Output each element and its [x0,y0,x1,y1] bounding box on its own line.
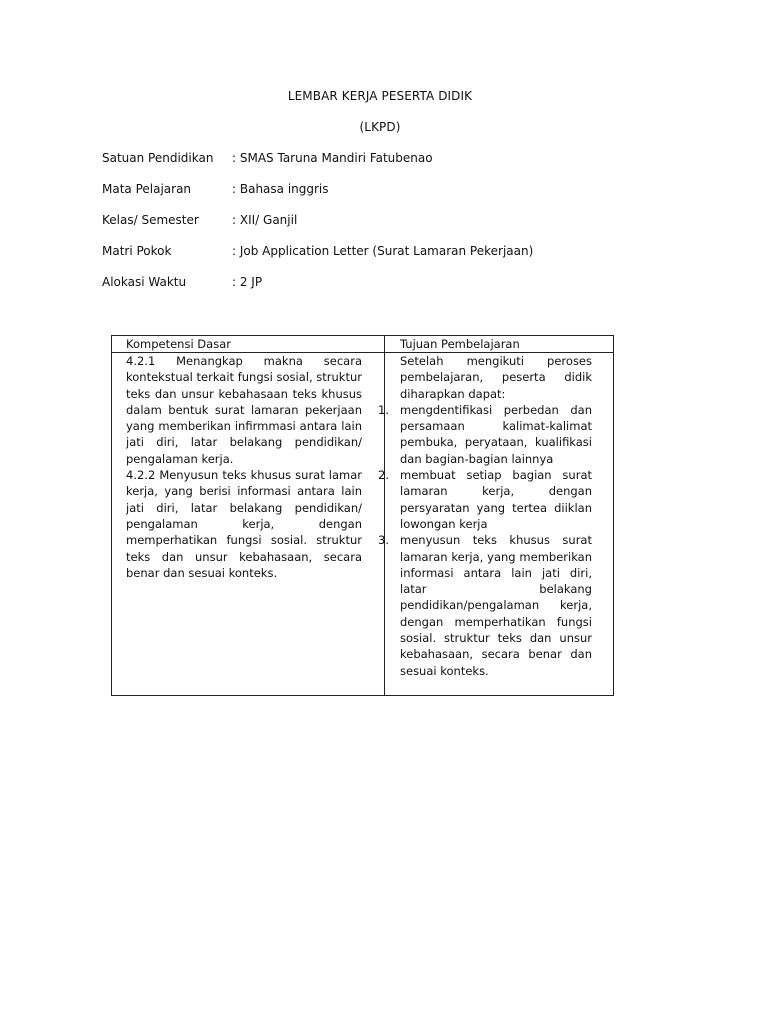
tujuan-text: menyusun teks khusus surat lamaran kerja, yang memberikan informasi antara lain jati diri, latar belakang pendidikan/pengalaman kerja, dengan memperhatikan fungsi sosial. struktur teks dan unsur kebahasaan, secara benar dan sesuai konteks. [400,533,592,678]
competency-table [111,335,614,696]
identity-section [102,150,662,305]
meta-row-mata-pelajaran [102,181,662,212]
meta-row-satuan-pendidikan [102,150,662,181]
tujuan-text: mengdentifikasi perbedan dan persamaan kalimat-kalimat pembuka, peryataan, kualifikasi dan bagian-bagian lainnya [400,402,592,466]
tujuan-item [378,467,592,532]
tujuan-item [378,402,592,467]
tujuan-list [378,402,592,679]
meta-row-alokasi-waktu [102,274,662,305]
table-column-divider [384,336,385,695]
header-kompetensi-dasar: Kompetensi Dasar [126,337,231,351]
header-tujuan-pembelajaran: Tujuan Pembelajaran [400,337,520,351]
tujuan-intro: Setelah mengikuti peroses pembelajaran, peserta didik diharapkan dapat: [400,354,592,401]
kompetensi-item: 4.2.2 Menyusun teks khusus surat lamar kerja, yang berisi informasi antara lain jati diri, latar belakang pendidikan/ pengalaman kerja, dengan memperhatikan fungsi sosial. struktur teks dan unsur kebahasaan, secara benar dan sesuai konteks. [126,468,362,580]
meta-value: : Bahasa inggris [232,182,329,196]
meta-label: Mata Pelajaran [102,182,192,196]
meta-label: Alokasi Waktu [102,275,187,289]
meta-label: Matri Pokok [102,244,172,258]
meta-value: : SMAS Taruna Mandiri Fatubenao [232,151,433,165]
meta-value: : Job Application Letter (Surat Lamaran Pekerjaan) [232,244,534,258]
meta-label: Satuan Pendidikan [102,151,214,165]
document-subtitle: (LKPD) [359,120,401,134]
tujuan-number: 2. [378,468,389,483]
kompetensi-item: 4.2.1 Menangkap makna secara kontekstual terkait fungsi sosial, struktur teks dan unsur kebahasaan teks khusus dalam bentuk surat lamaran pekerjaan yang memberikan infirmmasi antara lain jati diri, latar belakang pendidikan/ pengalaman kerja. [126,354,362,466]
meta-value: : 2 JP [232,275,263,289]
kompetensi-cell [126,353,362,581]
meta-value: : XII/ Ganjil [232,213,298,227]
meta-row-kelas-semester [102,212,662,243]
tujuan-item [378,532,592,679]
tujuan-number: 1. [378,402,389,417]
tujuan-number: 3. [378,533,389,548]
tujuan-cell [378,353,592,679]
meta-row-materi-pokok [102,243,662,274]
tujuan-text: membuat setiap bagian surat lamaran kerja, dengan persyaratan yang tertea diiklan lowongan kerja [400,468,592,531]
meta-label: Kelas/ Semester [102,213,199,227]
document-title: LEMBAR KERJA PESERTA DIDIK [287,89,473,103]
